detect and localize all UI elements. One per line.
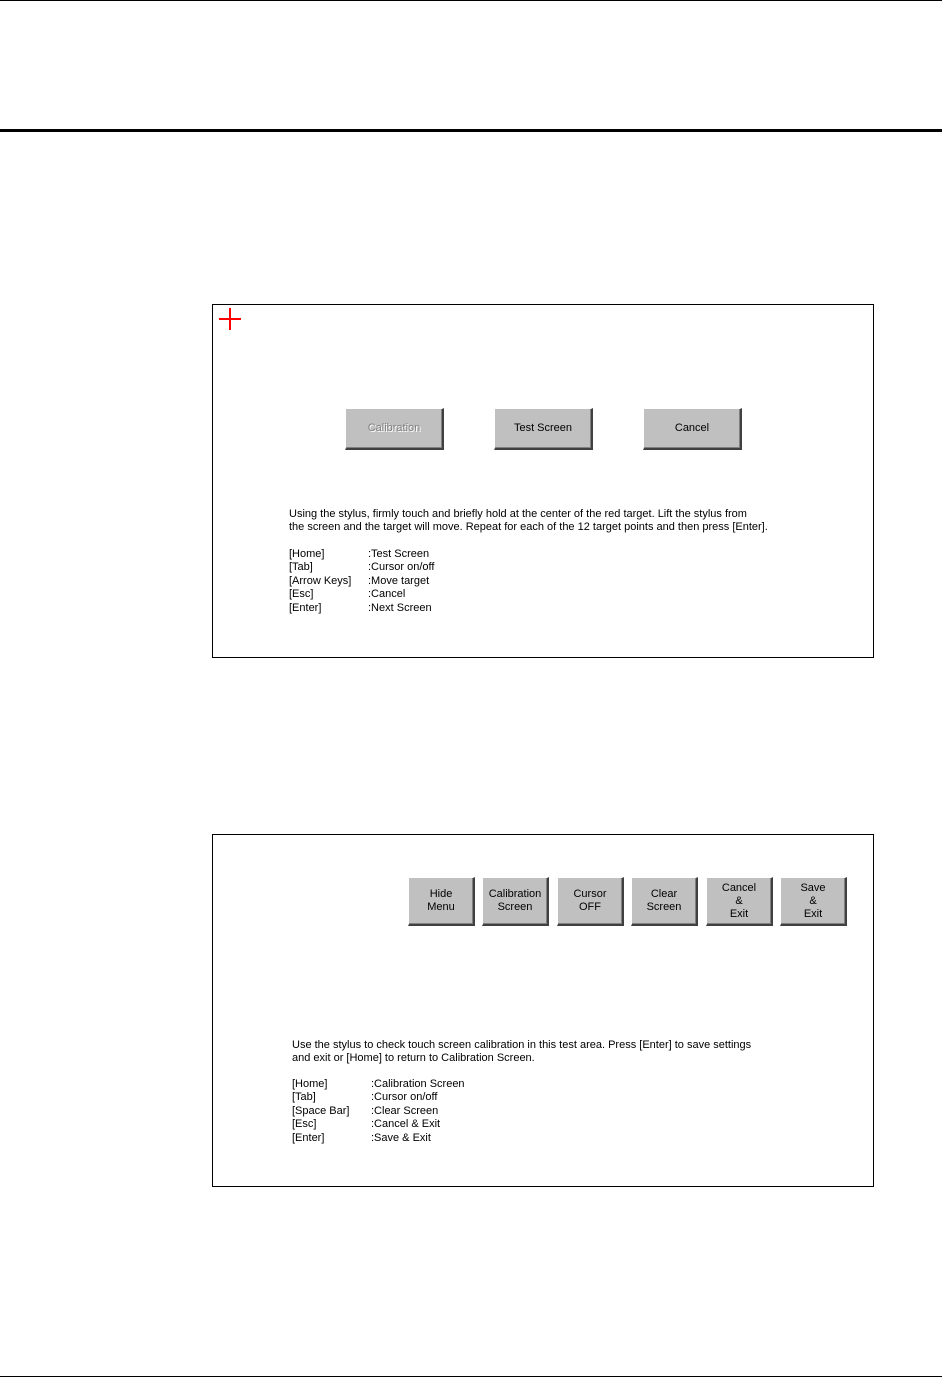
shortcut-action: :Next Screen — [368, 601, 432, 614]
shortcut-key: [Esc] — [292, 1118, 317, 1131]
header-rule — [0, 129, 942, 132]
shortcut-row — [289, 575, 434, 588]
shortcut-key: [Enter] — [292, 1131, 325, 1144]
shortcut-row — [289, 548, 434, 561]
shortcut-row — [292, 1105, 465, 1118]
page-top-rule — [0, 0, 942, 1]
shortcut-key: [Enter] — [289, 601, 322, 614]
clear-screen-button[interactable]: Clear Screen — [631, 877, 698, 926]
instruction-line: Use the stylus to check touch screen calibration in this test area. Press [Enter] to save settings — [292, 1039, 752, 1051]
shortcut-key: [Tab] — [289, 561, 313, 574]
shortcut-key: [Esc] — [289, 588, 314, 601]
shortcut-action: :Move target — [368, 574, 430, 587]
shortcut-key: [Space Bar] — [292, 1104, 350, 1117]
calibration-shortcut-list — [289, 548, 434, 615]
shortcut-action: :Clear Screen — [371, 1104, 439, 1117]
test-screen[interactable] — [212, 834, 874, 1187]
test-screen-button[interactable]: Test Screen — [494, 408, 593, 450]
save-exit-button[interactable]: Save & Exit — [780, 877, 847, 926]
shortcut-key: [Home] — [292, 1078, 328, 1090]
calibration-screen — [212, 304, 874, 658]
calibration-button[interactable]: Calibration — [345, 408, 444, 450]
shortcut-row — [289, 588, 434, 601]
instruction-line: the screen and the target will move. Repeat for each of the 12 target points and then press [Enter]. — [289, 521, 768, 533]
calibration-instructions — [289, 508, 768, 534]
shortcut-row — [292, 1091, 465, 1104]
shortcut-action: :Save & Exit — [371, 1131, 431, 1144]
shortcut-key: [Tab] — [292, 1091, 316, 1104]
test-shortcut-list — [292, 1078, 465, 1145]
shortcut-row — [292, 1118, 465, 1131]
shortcut-action: :Cursor on/off — [371, 1091, 438, 1104]
page-bottom-rule — [0, 1376, 942, 1377]
cursor-off-button[interactable]: Cursor OFF — [557, 877, 624, 926]
shortcut-action: :Cancel & Exit — [371, 1118, 441, 1131]
instruction-line: and exit or [Home] to return to Calibration Screen. — [292, 1052, 535, 1064]
shortcut-action: :Cancel — [368, 588, 406, 601]
shortcut-row — [292, 1078, 465, 1091]
shortcut-row — [289, 561, 434, 574]
shortcut-action: :Calibration Screen — [371, 1078, 465, 1090]
shortcut-row — [292, 1132, 465, 1145]
shortcut-key: [Home] — [289, 548, 325, 560]
instruction-line: Using the stylus, firmly touch and briefly hold at the center of the red target. Lift the stylus from — [289, 508, 747, 520]
test-instructions — [292, 1039, 751, 1065]
hide-menu-button[interactable]: Hide Menu — [408, 877, 475, 926]
red-target-crosshair-icon[interactable] — [219, 308, 241, 330]
shortcut-key: [Arrow Keys] — [289, 574, 352, 587]
shortcut-action: :Cursor on/off — [368, 561, 435, 574]
shortcut-action: :Test Screen — [368, 548, 430, 560]
cancel-exit-button[interactable]: Cancel & Exit — [706, 877, 773, 926]
cancel-button[interactable]: Cancel — [643, 408, 742, 450]
shortcut-row — [289, 602, 434, 615]
calibration-screen-button[interactable]: Calibration Screen — [482, 877, 549, 926]
